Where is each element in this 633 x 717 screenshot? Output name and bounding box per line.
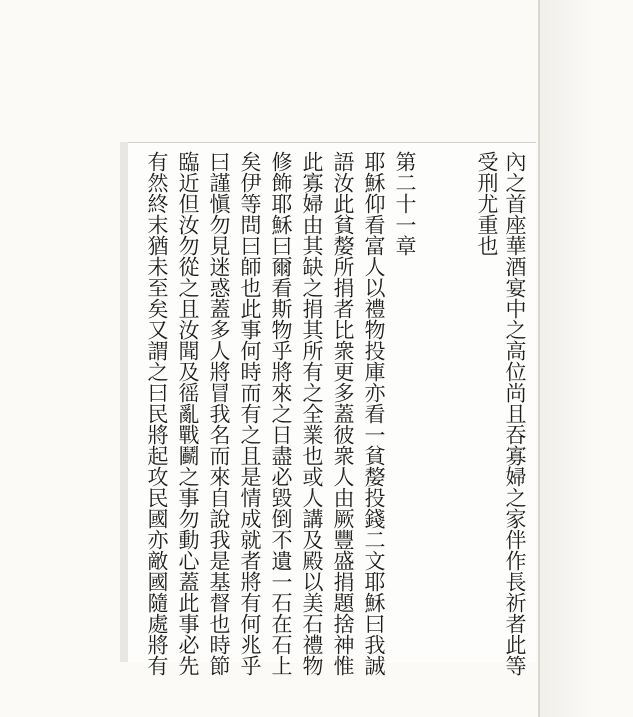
chapter-heading: 第二十一章 [393, 151, 417, 256]
text-page [128, 142, 536, 676]
text-column-10: 臨近但汝勿從之且汝聞及徭亂戰鬬之事勿動心蓋此事必先 [176, 151, 200, 676]
text-column-8: 矣伊等問曰師也此事何時而有之且是情成就者將有何兆乎 [238, 151, 262, 676]
text-column-4: 耶穌仰看富人以禮物投庫亦看一貧嫠投錢二文耶穌曰我誠 [362, 151, 386, 676]
text-column-6: 此寡婦由其缺之捐其所有之全業也或人講及殿以美石禮物 [300, 151, 324, 676]
text-column-7: 修飾耶穌曰爾看斯物乎將來之日盡必毀倒不遺一石在石上 [269, 151, 293, 676]
spine-line [538, 0, 540, 717]
text-column-11: 有然終末猶未至矣又謂之曰民將起攻民國亦敵國隨處將有 [145, 151, 169, 676]
text-column-5: 語汝此貧嫠所捐者比衆更多蓋彼衆人由厥豐盛捐題捨神惟 [331, 151, 355, 676]
text-column-9: 曰謹愼勿見迷惑蓋多人將冒我名而來自說我是基督也時節 [207, 151, 231, 676]
text-column-2: 受刑尤重也 [475, 151, 499, 256]
text-column-1: 內之首座華酒宴中之高位尚且吞寡婦之家伴作長祈者此等 [503, 151, 527, 676]
facing-page-gutter [540, 0, 633, 717]
